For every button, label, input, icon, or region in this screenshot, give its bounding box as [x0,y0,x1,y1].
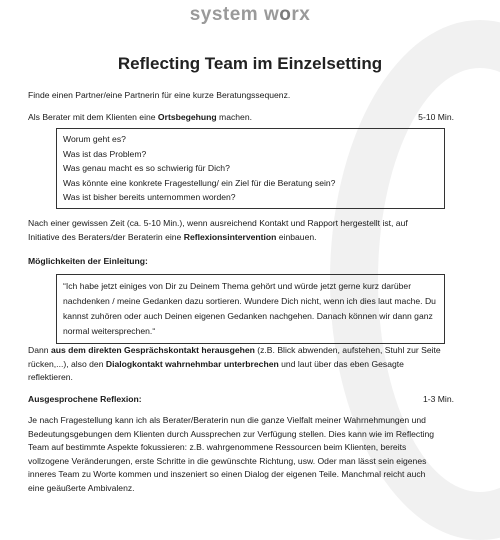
reflection-line: Team auf bestimmte Aspekte fokussieren: z.B. wahrgenommene Ressourcen beim Klienten, bereits [28,442,407,452]
step2-paragraph [28,217,476,244]
quote-line: normal weitersprechen.“ [63,326,156,336]
step3-text-2: (z.B. Blick abwenden, aufstehen, Stuhl zur Seite [254,345,441,355]
logo-text-part1: system w [189,4,280,25]
reflection-line: Bedeutungsgebungen dem Klienten durch Aussprechen zur Verfügung stellen. Dies kann wie im Reflecting [28,428,435,439]
step2-line2-after: einbauen. [276,231,317,242]
step2-bold-term: Reflexionsintervention [183,231,277,242]
reflection-line: vollzogene Veränderungen, erste Schritte in die gewünschte Richtung, usw. Oder man lässt sein eigenes [28,455,427,466]
logo-text-part2: o [279,4,292,25]
introduction-heading-text: Möglichkeiten der Einleitung: [28,256,148,266]
reflection-duration: 1-3 Min. [422,394,454,404]
step1-text-before: Als Berater mit dem Klienten eine [28,112,158,122]
step3-bold-2: Dialogkontakt wahrnehmbar unterbrechen [105,358,279,369]
reflection-line: Je nach Fragestellung kann ich als Berater/Beraterin nun die ganze Vielfalt meiner Wahrnehmungen und [28,415,426,425]
step3-text-3: rücken,...), also den [28,358,106,369]
reflection-line: eine geäußerte Ambivalenz. [28,482,135,493]
introduction-heading [28,255,476,269]
intro-paragraph: Finde einen Partner/eine Partnerin für eine kurze Beratungssequenz. [28,90,291,100]
question-item: Was ist bisher bereits unternommen worden? [63,192,236,202]
quote-line: nachdenken / meine Gedanken dazu sortieren. Wundere Dich nicht, wenn ich dies laut mache. Du [63,296,436,306]
step2-line2 [28,231,476,245]
reflection-heading: Ausgesprochene Reflexion: [28,394,142,404]
reflection-paragraph [28,414,476,495]
step3-line3: reflektieren. [28,372,73,382]
page-title: Reflecting Team im Einzelsetting [117,54,383,73]
step2-line1: Nach einer gewissen Zeit (ca. 5-10 Min.), wenn ausreichend Kontakt und Rapport hergestellt ist, auf [28,218,408,228]
question-item: Was genau macht es so schwierig für Dich? [63,163,230,173]
step3-line1 [28,344,476,358]
quote-line: kannst zuhören oder auch Deinen eigenen Gedanken nachgehen. Danach können wir dann ganz [63,311,433,321]
logo-text-part3: rx [291,4,311,25]
question-item: Was könnte eine konkrete Fragestellung/ ein Ziel für die Beratung sein? [63,177,336,188]
step3-text-4: und laut über das eben Gesagte [278,358,404,369]
question-item: Was ist das Problem? [63,148,147,159]
step1-row [28,111,476,125]
questions-box [56,128,445,209]
step1-text [28,111,252,125]
quote-line: “Ich habe jetzt einiges von Dir zu Deinem Thema gehört und würde jetzt gerne kurz darüber [63,281,412,291]
step3-paragraph [28,344,476,385]
logo [0,4,500,26]
reflection-heading-row [28,393,476,407]
step1-bold-term: Ortsbegehung [157,112,217,122]
step3-bold-1: aus dem direkten Gesprächskontakt herausgehen [50,345,255,355]
step3-text-1: Dann [28,345,51,355]
step3-line2 [28,358,476,372]
quote-box [56,274,445,344]
step2-line2-before: Initiative des Beraters/der Beraterin eine [28,231,184,242]
step1-text-after: machen. [216,112,253,122]
reflection-line: inneres Team zu Worte kommen und inszeniert so einen Dialog der eigenen Teile. Manchmal reicht auch [28,469,426,479]
question-item: Worum geht es? [63,134,126,144]
step1-duration: 5-10 Min. [418,112,454,122]
